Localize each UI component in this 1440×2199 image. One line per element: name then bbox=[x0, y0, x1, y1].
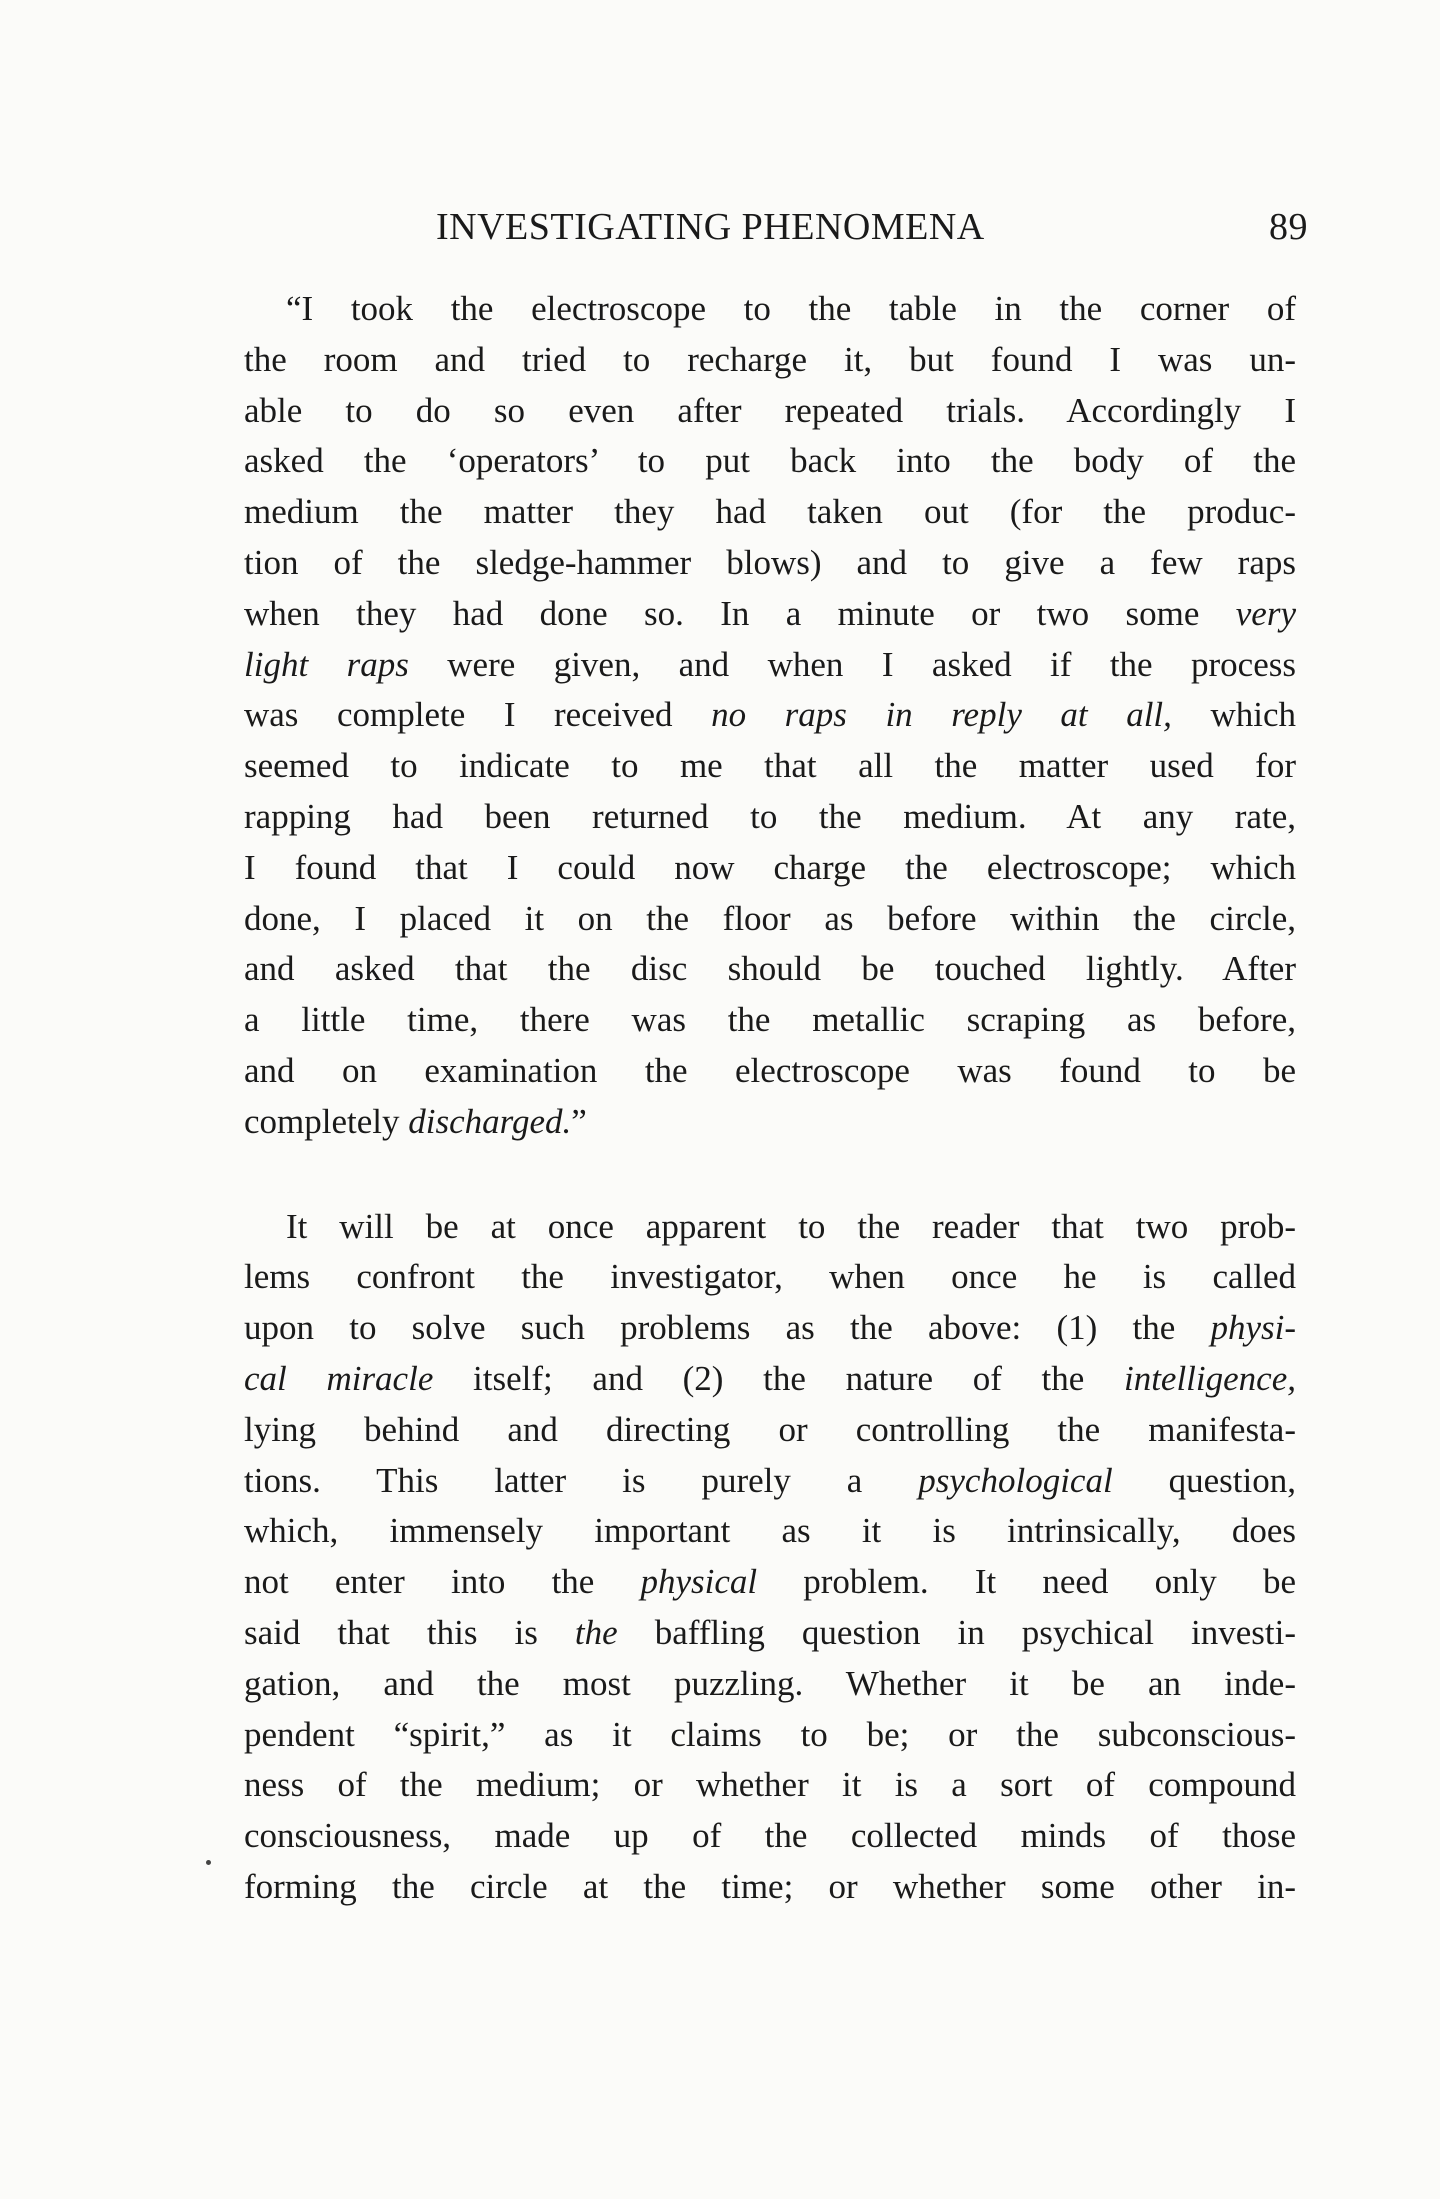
text-run: itself; and (2) the nature of the bbox=[433, 1358, 1124, 1398]
text-line bbox=[244, 487, 1296, 538]
text-run: when they had done so. In a minute or two some bbox=[244, 593, 1236, 633]
text-run: baffling question in psychical investi- bbox=[617, 1612, 1296, 1652]
text-line bbox=[244, 690, 1296, 741]
text-line bbox=[244, 741, 1296, 792]
text-run: done, I placed it on the floor as before within the circle, bbox=[244, 898, 1296, 938]
text-run: rapping had been returned to the medium. At any rate, bbox=[244, 796, 1296, 836]
text-line bbox=[244, 1405, 1296, 1456]
running-head-title: INVESTIGATING PHENOMENA bbox=[436, 206, 985, 248]
text-run: ” bbox=[571, 1101, 587, 1141]
text-run: pendent “spirit,” as it claims to be; or the subconscious- bbox=[244, 1714, 1296, 1754]
italic-text: the bbox=[574, 1612, 618, 1652]
italic-text: physi- bbox=[1210, 1308, 1296, 1348]
text-run: consciousness, made up of the collected minds of those bbox=[244, 1816, 1296, 1856]
text-line bbox=[244, 1659, 1296, 1710]
text-line bbox=[244, 1811, 1296, 1862]
text-line bbox=[244, 1862, 1296, 1913]
text-line bbox=[244, 894, 1296, 945]
text-line bbox=[244, 792, 1296, 843]
text-line bbox=[244, 1456, 1296, 1507]
italic-text: psychological bbox=[918, 1460, 1113, 1500]
text-run: upon to solve such problems as the above: (1) the bbox=[244, 1308, 1211, 1348]
text-run: which bbox=[1171, 695, 1296, 735]
text-run: “I took the electroscope to the table in the corner of bbox=[286, 289, 1296, 328]
text-run: asked the ‘operators’ to put back into the body of the bbox=[244, 441, 1296, 481]
text-line bbox=[244, 1097, 1296, 1148]
text-run: a little time, there was the metallic scraping as before, bbox=[244, 1000, 1296, 1040]
text-run: said that this is bbox=[244, 1612, 575, 1652]
italic-text: no raps in reply at all, bbox=[711, 695, 1172, 735]
text-run: lying behind and directing or controlling the manifesta- bbox=[244, 1409, 1296, 1449]
paragraph-2 bbox=[244, 1202, 1296, 1913]
body-text bbox=[244, 284, 1296, 1913]
text-run: and asked that the disc should be touched lightly. After bbox=[244, 949, 1296, 989]
text-line bbox=[244, 386, 1296, 437]
text-run: the room and tried to recharge it, but found I was un- bbox=[244, 339, 1296, 379]
text-run: and on examination the electroscope was found to be bbox=[244, 1050, 1296, 1090]
running-head bbox=[436, 205, 1308, 255]
text-line bbox=[244, 640, 1296, 691]
text-line bbox=[244, 1354, 1296, 1405]
text-line bbox=[244, 843, 1296, 894]
paragraph-1 bbox=[244, 284, 1296, 1148]
text-run: was complete I received bbox=[244, 695, 712, 735]
text-line bbox=[244, 1557, 1296, 1608]
text-line bbox=[244, 1252, 1296, 1303]
text-line bbox=[244, 335, 1296, 386]
text-line bbox=[244, 284, 1296, 335]
text-run: not enter into the bbox=[244, 1562, 641, 1602]
text-line bbox=[244, 1608, 1296, 1659]
text-run: tions. This latter is purely a bbox=[244, 1460, 919, 1500]
text-run: It will be at once apparent to the reader that two prob- bbox=[286, 1206, 1296, 1246]
text-line bbox=[244, 1506, 1296, 1557]
italic-text: discharged. bbox=[408, 1101, 572, 1141]
italic-text: physical bbox=[640, 1562, 758, 1602]
page-number: 89 bbox=[1269, 206, 1308, 248]
text-run: able to do so even after repeated trials. Accordingly I bbox=[244, 390, 1296, 430]
text-run: were given, and when I asked if the process bbox=[408, 644, 1296, 684]
text-run: seemed to indicate to me that all the matter used for bbox=[244, 746, 1296, 786]
italic-text: very bbox=[1235, 593, 1296, 633]
italic-text: light raps bbox=[244, 644, 409, 684]
text-line bbox=[244, 1046, 1296, 1097]
text-line bbox=[244, 1760, 1296, 1811]
text-run: which, immensely important as it is intrinsically, does bbox=[244, 1511, 1296, 1551]
text-line bbox=[244, 538, 1296, 589]
text-run: lems confront the investigator, when once he is called bbox=[244, 1257, 1296, 1297]
text-line bbox=[244, 1710, 1296, 1761]
text-run: medium the matter they had taken out (for the produc- bbox=[244, 492, 1296, 532]
text-run: gation, and the most puzzling. Whether it be an inde- bbox=[244, 1663, 1296, 1703]
text-run: problem. It need only be bbox=[757, 1562, 1296, 1602]
ink-speck bbox=[206, 1860, 211, 1865]
text-line bbox=[244, 1303, 1296, 1354]
italic-text: cal miracle bbox=[244, 1358, 434, 1398]
text-run: forming the circle at the time; or whether some other in- bbox=[244, 1866, 1296, 1906]
text-run: tion of the sledge-hammer blows) and to give a few raps bbox=[244, 542, 1296, 582]
text-line bbox=[244, 1202, 1296, 1253]
text-line bbox=[244, 589, 1296, 640]
text-line bbox=[244, 944, 1296, 995]
text-run: ness of the medium; or whether it is a sort of compound bbox=[244, 1765, 1296, 1805]
text-run: completely bbox=[244, 1101, 409, 1141]
text-run: question, bbox=[1112, 1460, 1296, 1500]
text-line bbox=[244, 436, 1296, 487]
italic-text: intelligence, bbox=[1123, 1358, 1296, 1398]
text-run: I found that I could now charge the electroscope; which bbox=[244, 847, 1296, 887]
text-line bbox=[244, 995, 1296, 1046]
